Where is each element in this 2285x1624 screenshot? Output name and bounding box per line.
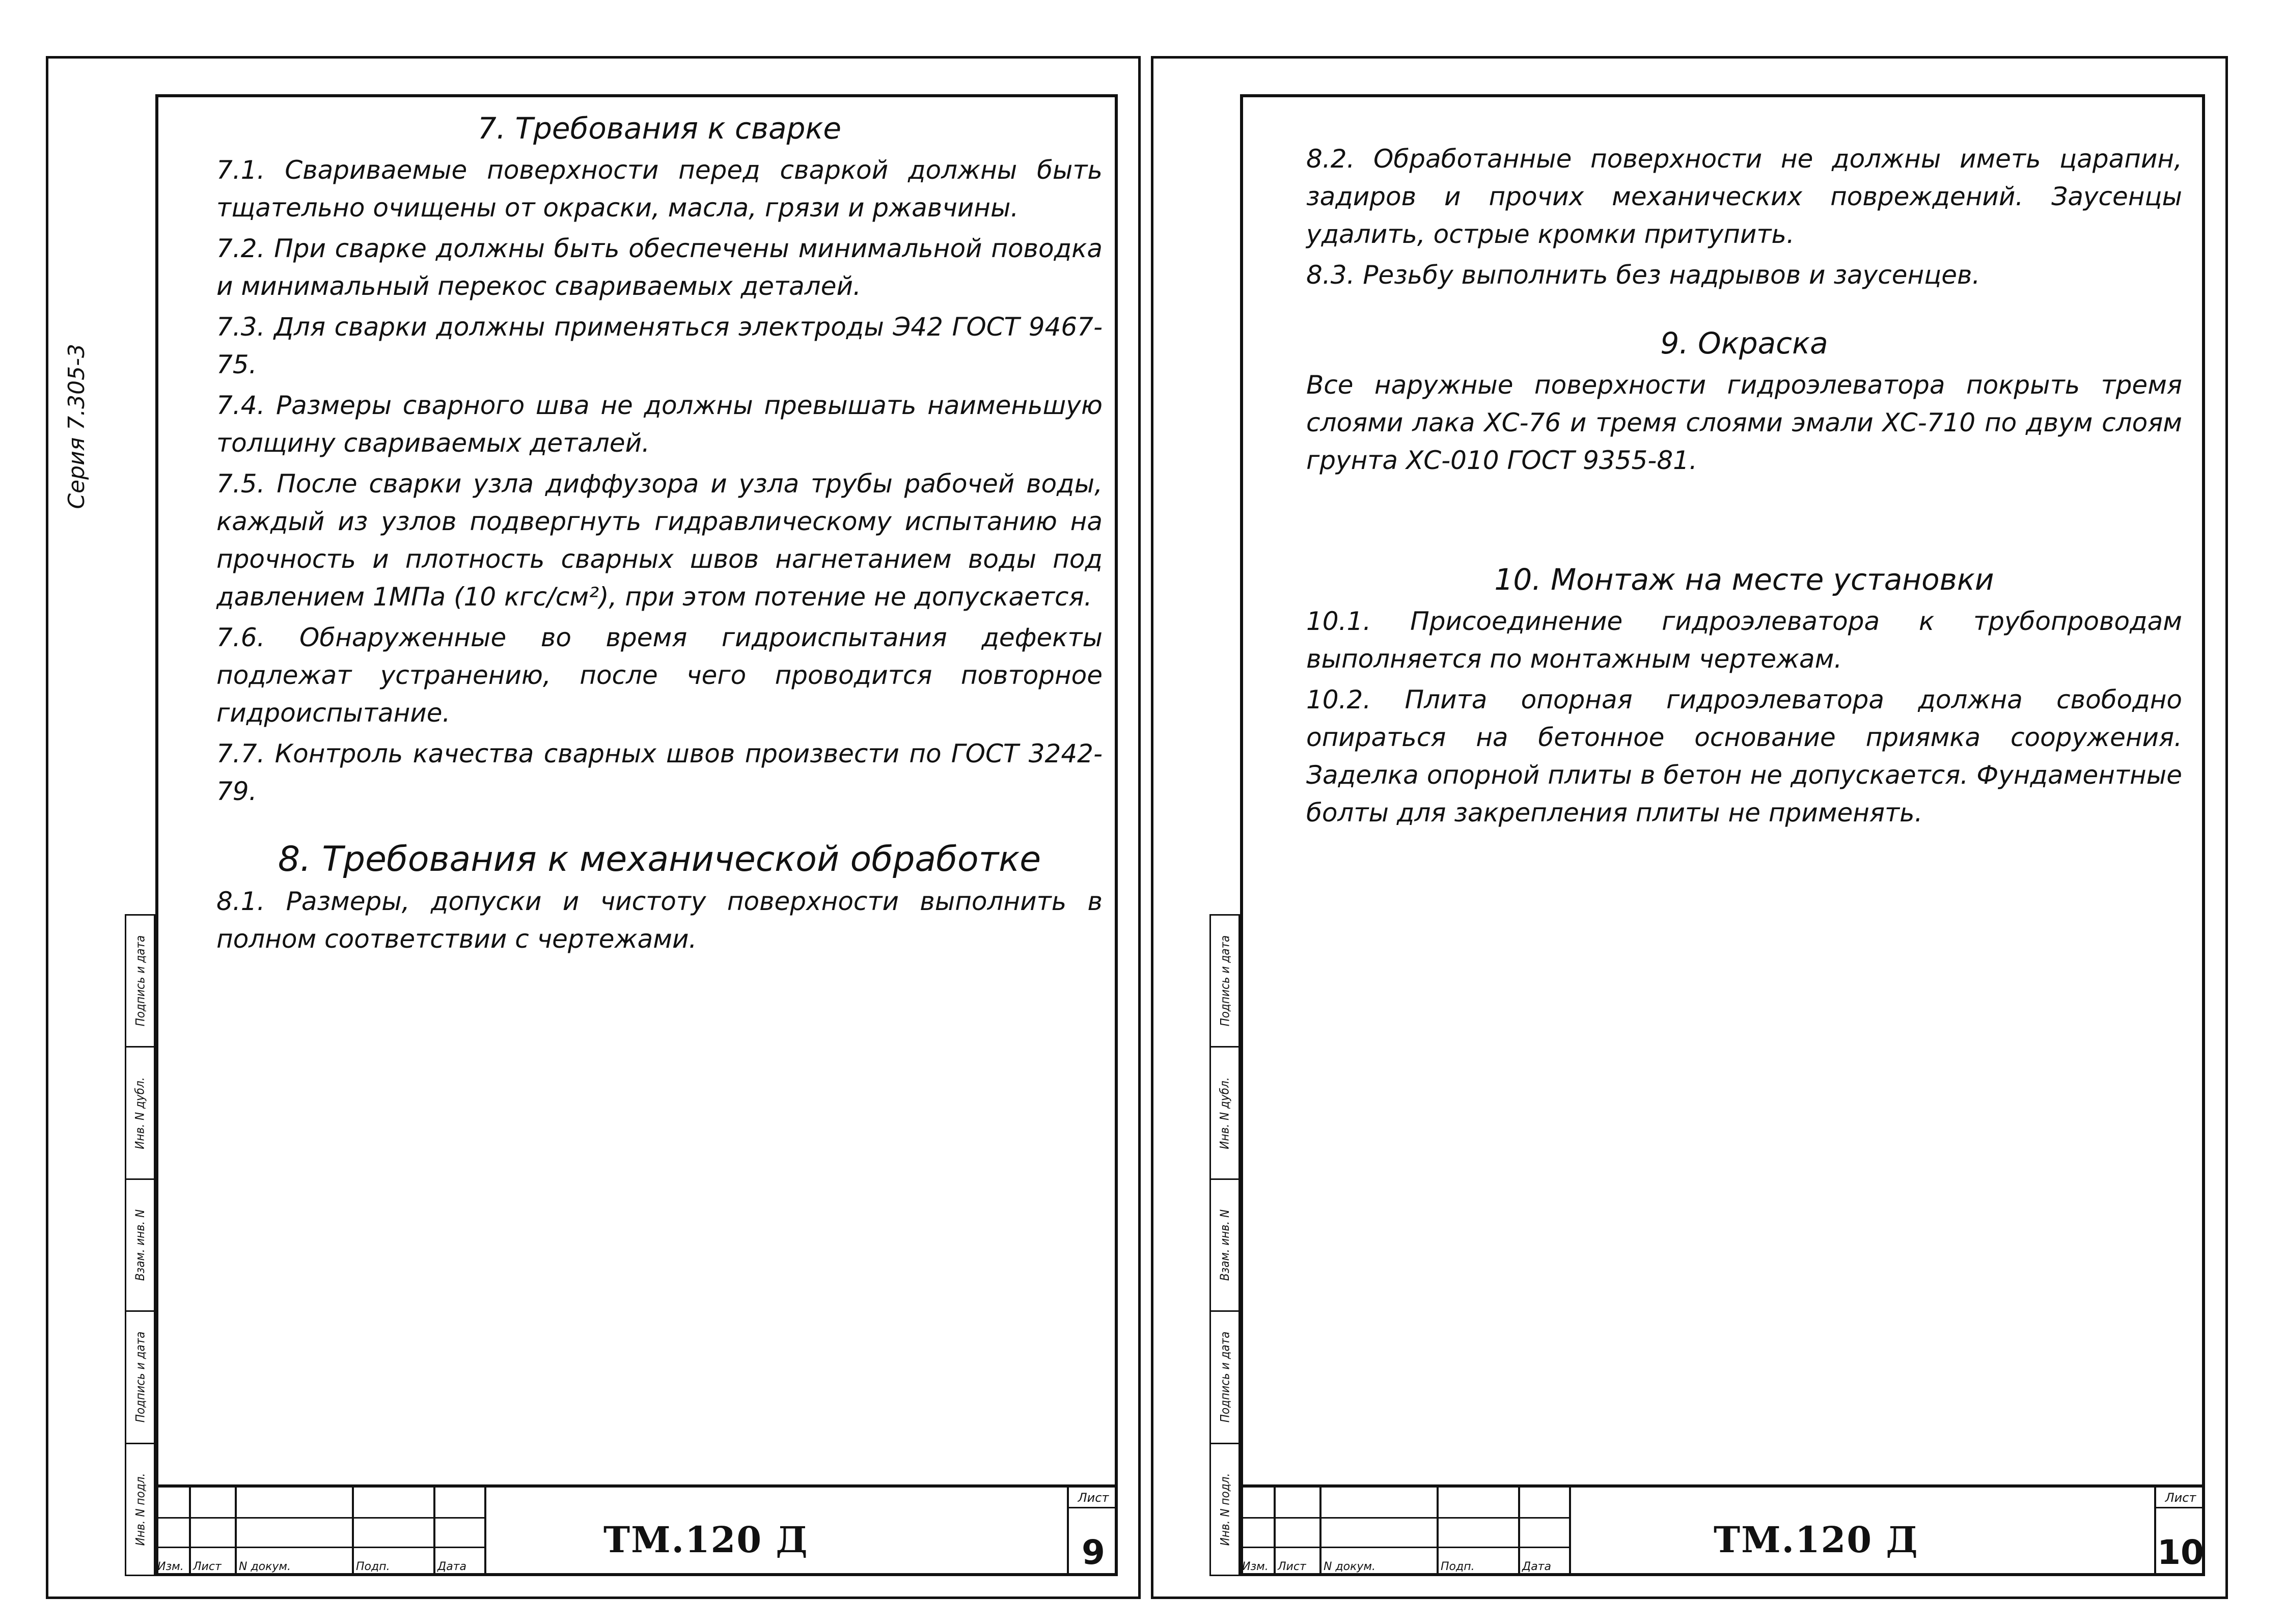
strip-cell: Взам. инв. N [1211,1178,1238,1310]
sheet-content [1306,140,2182,835]
section-8-title: 8. Требования к механической обработке [278,839,1041,879]
document-code: ТМ.120 Д [1714,1519,1919,1561]
tb-col-izm: Изм. [1240,1488,1276,1576]
tb-col-izm: Изм. [155,1488,191,1576]
strip-cell: Инв. N подл. [1211,1443,1238,1575]
tb-col-date: Дата [435,1488,486,1576]
paragraph: 10.1. Присоединение гидроэлеватора к трубопроводам выполняется по монтажным чертежам. [1306,607,2182,674]
strip-cell: Инв. N подл. [126,1443,154,1575]
paragraph: 7.5. После сварки узла диффузора и узла трубы рабочей воды, каждый из узлов подвергнуть гидравлическому испытанию на прочность и плотность сварных швов нагнетанием воды под давлением 1МПа (10 кгс/см²), при этом потение не допускается. [216,469,1103,612]
sheet-page-10 [1151,56,2228,1599]
strip-cell: Подпись и дата [126,1310,154,1442]
tb-col-doc: N докум. [237,1488,354,1576]
strip-cell: Инв. N дубл. [126,1046,154,1178]
paragraph: 7.4. Размеры сварного шва не должны превышать наименьшую толщину свариваемых деталей. [216,391,1103,458]
section-10-title: 10. Монтаж на месте установки [1494,562,1994,597]
tb-col-sign: Подп. [1439,1488,1520,1576]
paragraph: 7.6. Обнаруженные во время гидроиспытания дефекты подлежат устранению, после чего проводится повторное гидроиспытание. [216,623,1103,728]
strip-cell: Взам. инв. N [126,1178,154,1310]
paragraph: 8.3. Резьбу выполнить без надрывов и заусенцев. [1306,260,1980,290]
strip-cell: Подпись и дата [1218,935,1232,1027]
paragraph: 7.1. Свариваемые поверхности перед сваркой должны быть тщательно очищены от окраски, масла, грязи и ржавчины. [216,155,1103,223]
strip-cell: Подпись и дата [133,935,148,1027]
title-block-grid [1240,1488,1571,1576]
strip-cell: Инв. N дубл. [1211,1046,1238,1178]
sheet-number-label: Лист [2156,1491,2205,1508]
tb-col-date: Дата [1520,1488,1571,1576]
paragraph: 8.1. Размеры, допуски и чистоту поверхности выполнить в полном соответствии с чертежами. [216,887,1103,954]
document-code: ТМ.120 Д [603,1519,809,1561]
sheet-number-label: Лист [1069,1491,1118,1508]
side-approval-strip [125,914,155,1576]
sheet-number-box [1067,1488,1118,1576]
series-label-wrap [64,344,94,558]
paragraph: Все наружные поверхности гидроэлеватора покрыть тремя слоями лака ХС-76 и тремя слоями эмали ХС-710 по двум слоям грунта ХС-010 ГОСТ 9355-81. [1306,370,2182,475]
sheet-number: 9 [1082,1533,1105,1572]
paragraph: 7.2. При сварке должны быть обеспечены минимальной поводка и минимальный перекос свариваемых деталей. [216,234,1103,301]
paragraph: 7.3. Для сварки должны применяться электроды Э42 ГОСТ 9467-75. [216,312,1103,379]
paragraph: 7.7. Контроль качества сварных швов произвести по ГОСТ 3242-79. [216,739,1103,806]
side-approval-strip [1209,914,1240,1576]
section-9-title: 9. Окраска [1660,326,1828,361]
paragraph: 8.2. Обработанные поверхности не должны иметь царапин, задиров и прочих механических повреждений. Заусенцы удалить, острые кромки притупить. [1306,144,2182,249]
section-7-title: 7. Требования к сварке [477,111,842,146]
series-label: Серия 7.305-3 [64,344,90,509]
tb-col-list: Лист [1276,1488,1322,1576]
tb-col-doc: N докум. [1322,1488,1439,1576]
sheet-number: 10 [2157,1533,2204,1572]
title-block [1240,1484,2205,1576]
tb-col-sign: Подп. [354,1488,435,1576]
paragraph: 10.2. Плита опорная гидроэлеватора должна свободно опираться на бетонное основание приямка сооружения. Заделка опорной плиты в бетон не допускается. Фундаментные болты для закрепления плиты не применять. [1306,685,2182,828]
title-block [155,1484,1118,1576]
sheet-number-box [2154,1488,2205,1576]
strip-cell: Подпись и дата [1211,1310,1238,1442]
title-block-grid [155,1488,486,1576]
sheet-page-9 [46,56,1141,1599]
tb-col-list: Лист [191,1488,237,1576]
sheet-content [216,109,1103,961]
